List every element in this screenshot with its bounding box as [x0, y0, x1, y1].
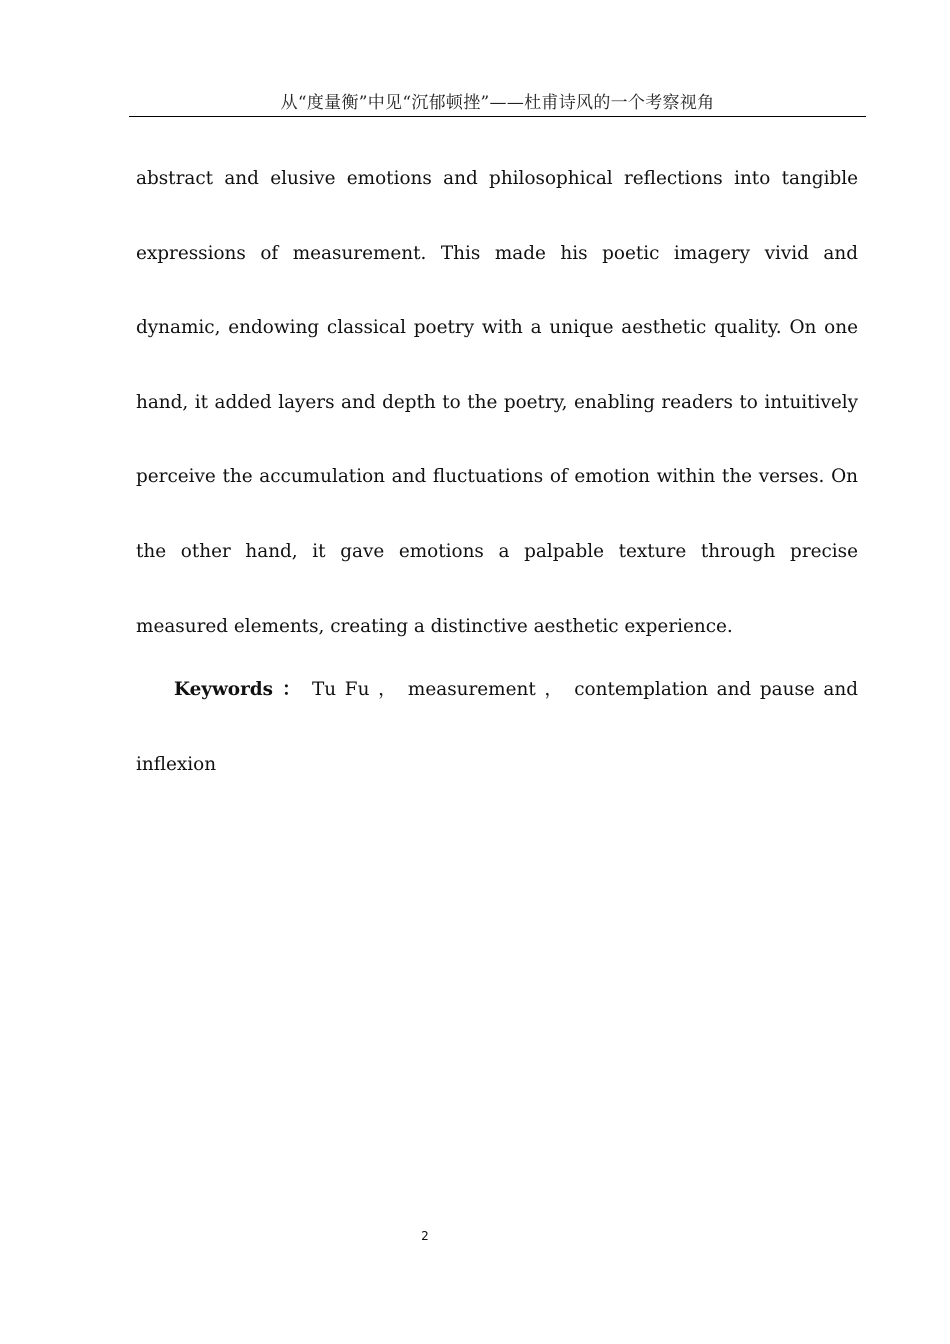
- page-number: 2: [421, 1229, 429, 1243]
- running-header: [129, 92, 866, 117]
- running-header-title: 从“度量衡”中见“沉郁顿挫”——杜甫诗风的一个考察视角: [280, 93, 715, 113]
- body-paragraph: abstract and elusive emotions and philosophical reflections into tangible expressions of measurement. This made his poetic imagery vivid and dynamic, endowing classical poetry with a unique aesthetic quality. On one hand, it added layers and depth to the poetry, enabling readers to intuitively perceive the accumulation and fluctuations of emotion within the verses. On the other hand, it gave emotions a palpable texture through precise measured elements, creating a distinctive aesthetic experience.: [136, 168, 858, 637]
- keywords-line: [136, 652, 858, 802]
- keywords-text: Tu Fu ， measurement ， contemplation and pause and inflexion: [136, 679, 858, 775]
- keywords-label: Keywords ：: [174, 679, 304, 700]
